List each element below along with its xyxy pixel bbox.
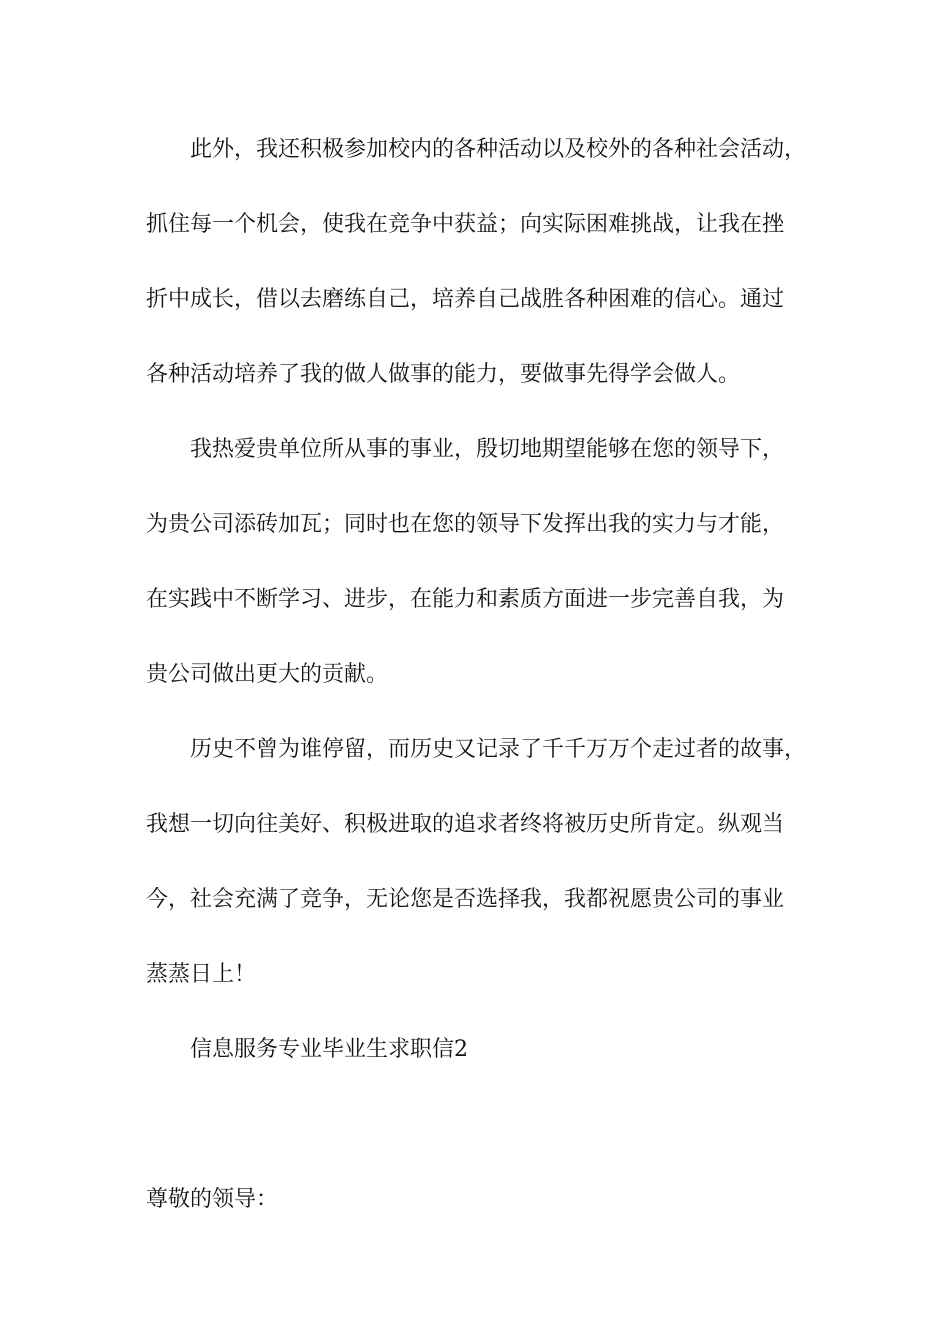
salutation [0,1180,950,1220]
paragraph-1-line-2 [0,205,950,245]
paragraph-1-line-4 [0,355,950,395]
line-text: 我热爱贵单位所从事的事业，殷切地期望能够在您的领导下， [190,437,785,462]
salutation-text: 尊敬的领导： [146,1187,279,1212]
line-text: 各种活动培养了我的做人做事的能力，要做事先得学会做人。 [146,362,741,387]
line-text: 今，社会充满了竞争，无论您是否选择我，我都祝愿贵公司的事业 [146,887,785,912]
line-text: 折中成长，借以去磨练自己，培养自己战胜各种困难的信心。通过 [146,287,785,312]
heading-text: 信息服务专业毕业生求职信2 [190,1037,468,1062]
section-heading [0,1030,950,1070]
paragraph-3-line-1 [0,730,950,770]
paragraph-1-line-1 [0,130,950,170]
paragraph-2-line-2 [0,505,950,545]
paragraph-2-line-4 [0,655,950,695]
paragraph-1-line-3 [0,280,950,320]
line-text: 贵公司做出更大的贡献。 [146,662,389,687]
paragraph-2-line-3 [0,580,950,620]
line-text: 在实践中不断学习、进步，在能力和素质方面进一步完善自我，为 [146,587,785,612]
paragraph-3-line-2 [0,805,950,845]
line-text: 蒸蒸日上！ [146,962,257,987]
paragraph-3-line-3 [0,880,950,920]
line-text: 为贵公司添砖加瓦；同时也在您的领导下发挥出我的实力与才能， [146,512,785,537]
line-text: 历史不曾为谁停留，而历史又记录了千千万万个走过者的故事， [190,737,807,762]
paragraph-2-line-1 [0,430,950,470]
line-text: 抓住每一个机会，使我在竞争中获益；向实际困难挑战，让我在挫 [146,212,785,237]
line-text: 此外，我还积极参加校内的各种活动以及校外的各种社会活动， [190,137,807,162]
paragraph-3-line-4 [0,955,950,995]
line-text: 我想一切向往美好、积极进取的追求者终将被历史所肯定。纵观当 [146,812,785,837]
